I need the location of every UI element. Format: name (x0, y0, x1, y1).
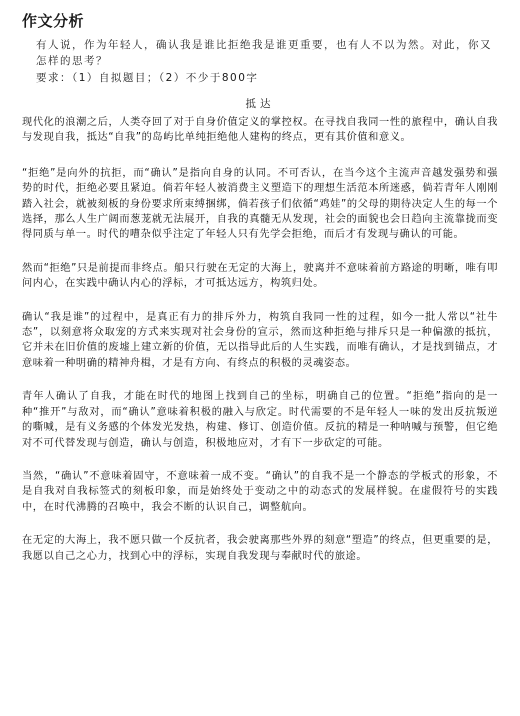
essay-paragraph: 青年人确认了自我，才能在时代的地图上找到自己的坐标，明确自己的位置。“拒绝”指向的是一种“推开”与敌对，而“确认”意味着积极的融入与欣定。时代需要的不是年轻人一味的发出反抗叛逆的嘶喊，是有义务感的个体发光发热，构建、修订、创造价值。反抗的精是一种呐喊与预警，但它绝对不可代替发现与创造，确认与创造，积极地应对，才有下一步砍定的可能。 (22, 391, 498, 449)
essay-title: 抵达 (245, 98, 275, 110)
essay-paragraph: 在无定的大海上，我不愿只做一个反抗者，我会驶离那些外界的刻意“塑造”的终点，但更重要的是，我愿以自己之心力，找到心中的浮标，实现自我发现与奉献时代的旅途。 (22, 535, 498, 562)
essay-paragraph: 确认“我是谁”的过程中，是真正有力的排斥外力，构筑自我同一性的过程，如今一批人常以“社牛态”，以刻意将众取宠的方式来实现对社会身份的宣示，然而这种拒绝与排斥只是一种偏激的抵抗，它并未在旧价值的废墟上建立新的价值，无以指导此后的人生实践，而唯有确认，才是找到锚点，才意味着一种明确的精神舟楫，才是有方向、有终点的积极的灵魂姿态。 (22, 311, 498, 369)
essay-paragraph: “拒绝”是向外的抗拒，而“确认”是指向自身的认同。不可否认，在当今这个主流声音越发强势和强势的时代，拒绝必要且紧迫。倘若年轻人被消费主义塑造下的理想生活范本所迷惑，倘若青年人刚刚踏入社会，就被刻板的身份要求所束缚捆绑，倘若孩子们依循“鸡娃”的父母的期待决定人生的每一个选择，那么人生广阔而葱茏就无法展开，自我的真髓无从发现，社会的面貌也会日趋向主流靠拢而变得同质与单一。时代的嘈杂似乎注定了年轻人只有先学会拒绝，而后才有发现与确认的可能。 (22, 167, 498, 241)
essay-paragraph: 然而“拒绝”只是前提而非终点。船只行驶在无定的大海上，驶离并不意味着前方路途的明晰，唯有叩问内心，在实践中确认内心的浮标，才可抵达远方，构筑归处。 (22, 262, 498, 290)
section-heading: 作文分析 (22, 12, 85, 30)
prompt-text: 有人说，作为年轻人，确认我是谁比拒绝我是谁更重要，也有人不以为然。对此，你又怎样的思考？ (36, 39, 492, 67)
essay-prompt (22, 37, 498, 69)
essay-paragraph: 现代化的浪潮之后，人类夺回了对于自身价值定义的掌控权。在寻找自我同一性的旅程中，确认自我与发现自我，抵达“自我”的岛屿比单纯拒绝他人建构的终点，更有其价值和意义。 (22, 117, 498, 144)
essay-paragraph: 当然，“确认”不意味着固守，不意味着一成不变。“确认”的自我不是一个静态的学板式的形象，不是自我对自我标签式的刻板印象，而是始终处于变动之中的动态式的发展样貌。在虚假符号的实践中，在时代沸腾的召唤中，我会不断的认识自己，调整航向。 (22, 470, 498, 513)
essay-requirements: 要求：（1）自拟题目；（2）不少于800字 (36, 72, 259, 84)
